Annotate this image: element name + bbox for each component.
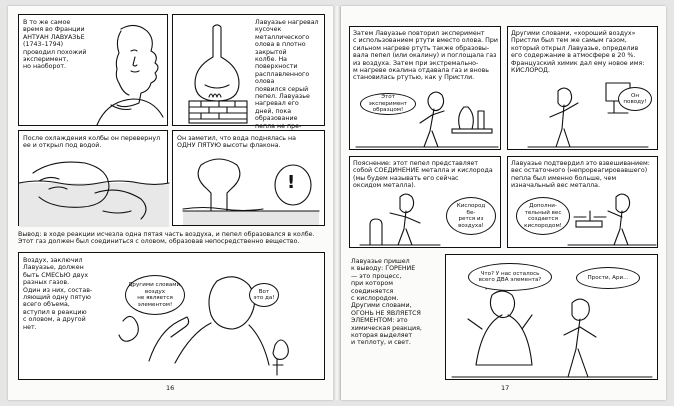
panel-heating-flask (172, 14, 325, 130)
panel-two-elements-left (445, 254, 658, 380)
caption-weighing: Лавуазье подтвердил это взвешиванием: вес остаточного (непрореагировавшего) пепла был именно больше, чем изначальный вес металла. (511, 160, 650, 190)
lavoisier-pointing-drawing (360, 191, 440, 247)
bubble-wow: Вот это да! (249, 283, 279, 307)
caption-oxygen-naming: Другими словами, «хороший воздух» Пристли был тем же самым газом, который открыл Лавуазье, определив его содержание в атмосфере в 20 %. Французский химик дал ему новое имя: КИСЛОРОД. (511, 30, 645, 75)
panel-lavoisier-portrait (18, 14, 168, 126)
lavoisier-portrait-drawing (91, 21, 167, 125)
panel-oxygen-naming (507, 26, 658, 150)
caption-lavoisier-intro: В то же самое время во Франции АНТУАН ЛАВУАЗЬЕ (1743–1794) проводил похожий эксперимент, но наоборот. (23, 19, 87, 71)
panel-water-rose (172, 130, 325, 226)
bubble-experiment-model: Этот эксперимент образцом! (360, 93, 416, 115)
bubble-extra-weight: Дополни- тельный вес создается кислородом! (516, 197, 570, 235)
inverted-flask-drawing (183, 153, 319, 225)
aristotle-and-lavoisier-drawing (452, 285, 652, 379)
flask-on-furnace-drawing (179, 21, 255, 125)
lavoisier-scales-drawing (568, 191, 656, 247)
panel-weighing (507, 156, 658, 248)
conclusion-text: Вывод: в ходе реакции исчезла одна пятая часть воздуха, и пепел образовался в колбе. Этот газ должен был соединиться с оловом, образовав непосредственно вещество. (18, 231, 315, 246)
panel-metal-compound (349, 156, 501, 248)
page-number-right: 17 (501, 384, 510, 392)
hands-water-drawing (19, 153, 169, 227)
right-page (341, 6, 666, 400)
caption-flask-under-water: После охлаждения колбы он перевернул ее и открыл под водой. (23, 135, 161, 150)
caption-combustion: Лавуазье пришел к выводу: ГОРЕНИЕ — это процесс, при котором соединяется с кислородом. Другими словами, ОГОНЬ НЕ ЯВЛЯЕТСЯ ЭЛЕМЕНТОМ: это химическая реакция, которая выделяет и теплоту, и свет. (351, 258, 422, 347)
panel-air-is-mixture (18, 252, 325, 380)
exclamation-mark: ! (287, 172, 296, 193)
caption-mercury-experiment: Затем Лавуазье повторил эксперимент с использованием ртути вместо олова. При сильном нагреве ртуть также образовы- вала пепел (или окалину) и поглощала газ из воздуха. Затем при экстремально- м нагреве окалина отдавала газ и вновь становилась ртутью, как у Пристли. (353, 30, 498, 82)
caption-heating-flask: Лавуазье нагревал кусочек металлического олова в плотно закрытой колбе. На поверхности расплавленного олова появился серый пепел. Лавуазье нагревал его дней, пока образование пепла не пре- (255, 19, 319, 130)
book-gutter (333, 6, 341, 400)
panel-flask-under-water (18, 130, 168, 226)
bubble-on-point: Он поводу! (618, 87, 652, 111)
bubble-sorry-ari: Прости, Ари... (576, 267, 640, 289)
bubble-air-not-element: Другими словами, воздух не является элементом! (125, 275, 185, 315)
caption-water-rose: Он заметил, что вода поднялась на ОДНУ ПЯТУЮ высоты флакона. (177, 135, 296, 150)
caption-air-mixture: Воздух, заключил Лавуазье, должен быть СМЕСЬЮ двух разных газов. Один из них, состав- ляющий одну пятую всего объема, вступил в реакцию с оловом, а другой нет. (23, 257, 93, 331)
panel-mercury-experiment (349, 26, 501, 150)
bubble-oxygen-from-air: Кислород бе- рется из воздуха! (446, 197, 496, 235)
page-number-left: 16 (166, 384, 175, 392)
caption-metal-compound: Пояснение: этот пепел представляет собой СОЕДИНЕНИЕ металла и кислорода (мы будем называть его сейчас оксидом металла). (353, 160, 493, 190)
left-page (8, 6, 333, 400)
bubble-only-two-elements: Что? У нас осталось всего ДВА элемента? (468, 263, 552, 291)
